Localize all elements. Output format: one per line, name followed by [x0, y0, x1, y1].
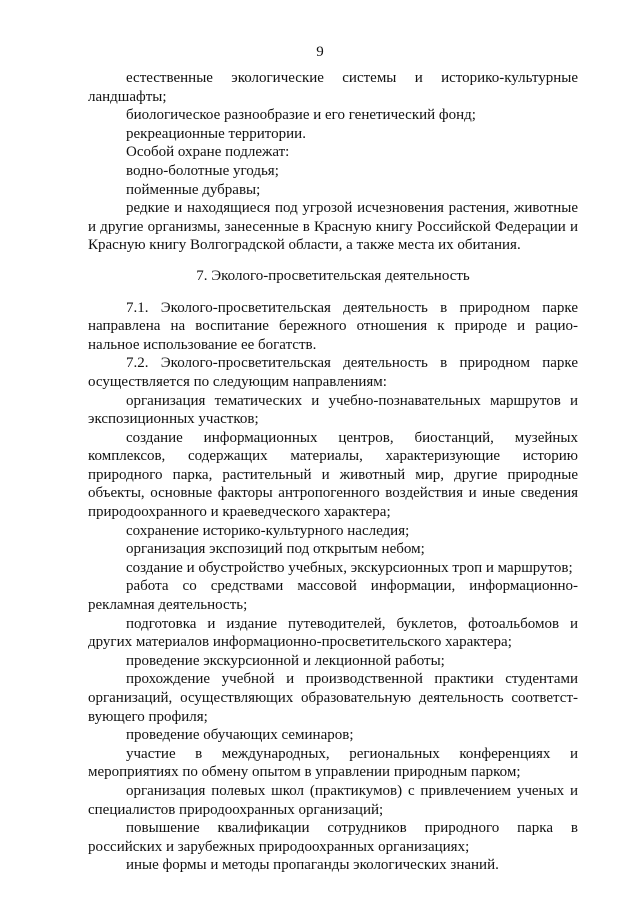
paragraph: 7.1. Эколого-просветительская деятельность в природном парке направлена на воспитание бережного отношения к природе и рацио-нальное использование ее богатств. — [88, 299, 578, 353]
list-item: проведение экскурсионной и лекционной работы; — [126, 652, 445, 669]
list-item: организация полевых школ (практикумов) с привлечением ученых и специалистов природоохранных организаций; — [88, 782, 578, 818]
list-item: прохождение учебной и производственной практики студентами организаций, осуществляющих образовательную деятельность соответст-вующего профиля; — [88, 671, 578, 725]
list-item: проведение обучающих семинаров; — [126, 727, 354, 744]
list-item: организация экспозиций под открытым небом; — [126, 541, 425, 558]
paragraph: естественные экологические системы и историко-культурные ландшафты; — [88, 70, 578, 105]
list-item: создание информационных центров, биостанций, музейных комплексов, содержащих материалы, характеризующие историю природного парка, растительный и животный мир, другие природные объекты, основные факторы антропогенного воздействия и иные сведения природоохранного и краеведческого характера; — [88, 429, 578, 521]
list-item: подготовка и издание путеводителей, буклетов, фотоальбомов и других материалов информационно-просветительского характера; — [88, 615, 578, 651]
list-item: повышение квалификации сотрудников природного парка в российских и зарубежных природоохранных организациях; — [88, 820, 578, 855]
list-item: создание и обустройство учебных, экскурсионных троп и маршрутов; — [126, 559, 573, 576]
paragraph: пойменные дубравы; — [126, 181, 261, 198]
list-item: иные формы и методы пропаганды экологических знаний. — [126, 857, 499, 874]
list-item: сохранение историко-культурного наследия; — [126, 522, 410, 539]
section-heading: 7. Эколого-просветительская деятельность — [196, 267, 470, 284]
paragraph: водно-болотные угодья; — [126, 162, 279, 179]
list-item: участие в международных, региональных конференциях и мероприятиях по обмену опытом в управлении природным парком; — [88, 745, 578, 781]
list-item: организация тематических и учебно-познавательных маршрутов и экспозиционных участков; — [88, 392, 578, 428]
paragraph: 7.2. Эколого-просветительская деятельность в природном парке осуществляется по следующим направлениям: — [88, 355, 578, 390]
paragraph: биологическое разнообразие и его генетический фонд; — [126, 107, 476, 124]
list-item: работа со средствами массовой информации, информационно-рекламная деятельность; — [88, 578, 578, 614]
paragraph: рекреационные территории. — [126, 125, 306, 142]
document-body — [88, 69, 578, 875]
page-number: 9 — [316, 44, 324, 60]
paragraph: редкие и находящиеся под угрозой исчезновения растения, животные и другие организмы, занесенные в Красную книгу Российской Федерации и Красную книгу Волгоградской области, а также места их обитания. — [88, 200, 578, 254]
paragraph: Особой охране подлежат: — [126, 144, 290, 161]
